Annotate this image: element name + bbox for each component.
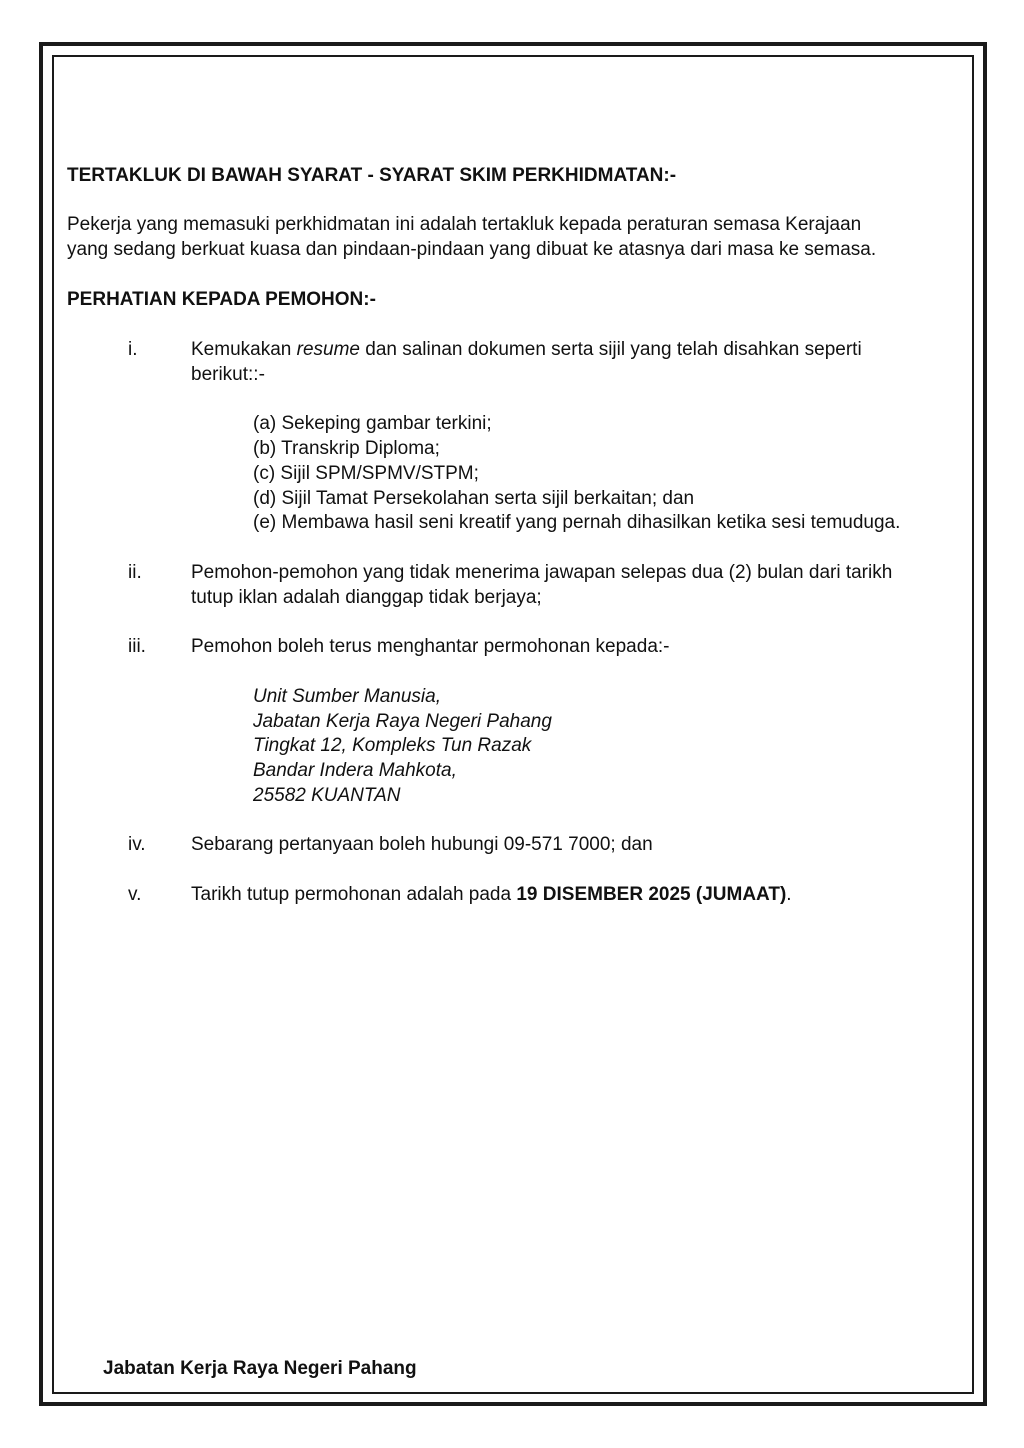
address-line5: 25582 KUANTAN bbox=[253, 785, 401, 806]
item-number-i: i. bbox=[128, 339, 138, 360]
item-v-prefix: Tarikh tutup permohonan adalah pada bbox=[191, 884, 517, 905]
item-i-italic-word: resume bbox=[296, 339, 360, 360]
item-i-suffix: dan salinan dokumen serta sijil yang telah disahkan seperti bbox=[359, 339, 862, 360]
subitem-e: (e) Membawa hasil seni kreatif yang pernah dihasilkan ketika sesi temuduga. bbox=[253, 512, 901, 533]
item-number-iv: iv. bbox=[128, 834, 146, 855]
address-line2: Jabatan Kerja Raya Negeri Pahang bbox=[253, 711, 552, 732]
item-number-iii: iii. bbox=[128, 636, 146, 657]
item-number-ii: ii. bbox=[128, 562, 142, 583]
item-iii-line1: Pemohon boleh terus menghantar permohonan kepada:- bbox=[191, 636, 670, 657]
address-line1: Unit Sumber Manusia, bbox=[253, 686, 441, 707]
item-number-v: v. bbox=[128, 884, 142, 905]
terms-paragraph-line2: yang sedang berkuat kuasa dan pindaan-pindaan yang dibuat ke atasnya dari masa ke semasa. bbox=[67, 239, 877, 260]
address-line4: Bandar Indera Mahkota, bbox=[253, 760, 457, 781]
item-iv-line1: Sebarang pertanyaan boleh hubungi 09-571 7000; dan bbox=[191, 834, 653, 855]
applicant-notice-heading: PERHATIAN KEPADA PEMOHON:- bbox=[67, 289, 376, 310]
subitem-c: (c) Sijil SPM/SPMV/STPM; bbox=[253, 463, 479, 484]
terms-paragraph-line1: Pekerja yang memasuki perkhidmatan ini adalah tertakluk kepada peraturan semasa Kerajaan bbox=[67, 214, 862, 235]
address-line3: Tingkat 12, Kompleks Tun Razak bbox=[253, 735, 532, 756]
item-v-line1 bbox=[191, 882, 792, 907]
item-ii-line1: Pemohon-pemohon yang tidak menerima jawapan selepas dua (2) bulan dari tarikh bbox=[191, 562, 893, 583]
terms-heading: TERTAKLUK DI BAWAH SYARAT - SYARAT SKIM PERKHIDMATAN:- bbox=[67, 165, 677, 186]
subitem-a: (a) Sekeping gambar terkini; bbox=[253, 413, 492, 434]
subitem-b: (b) Transkrip Diploma; bbox=[253, 438, 440, 459]
subitem-d: (d) Sijil Tamat Persekolahan serta sijil berkaitan; dan bbox=[253, 488, 695, 509]
closing-date: 19 DISEMBER 2025 (JUMAAT) bbox=[516, 884, 787, 905]
item-i-line2: berikut::- bbox=[191, 364, 265, 385]
item-i-line1 bbox=[191, 337, 862, 362]
item-i-prefix: Kemukakan bbox=[191, 339, 297, 360]
item-v-suffix: . bbox=[786, 884, 792, 905]
footer-department: Jabatan Kerja Raya Negeri Pahang bbox=[103, 1358, 417, 1379]
item-ii-line2: tutup iklan adalah dianggap tidak berjaya; bbox=[191, 587, 542, 608]
